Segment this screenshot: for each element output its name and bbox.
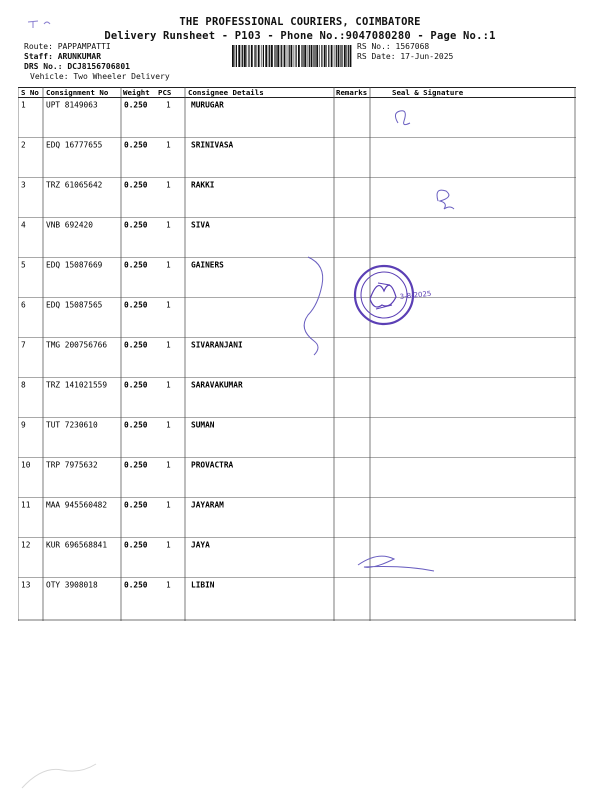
cell-consignment: VNB 692420	[46, 220, 93, 230]
signature-row-13: Libin 9080820187	[394, 583, 545, 615]
cell-sno: 10	[21, 460, 31, 470]
table-body	[18, 101, 576, 590]
cell-weight: 0.250	[124, 100, 148, 110]
cell-pcs: 1	[166, 580, 171, 590]
cell-weight: 0.250	[124, 340, 148, 350]
signature-row-2: Srinivasa	[335, 153, 388, 168]
cell-pcs: 1	[166, 220, 171, 230]
cell-consignee: SIVA	[191, 220, 210, 230]
cell-consignment: TRP 7975632	[46, 460, 98, 470]
barcode-image	[232, 45, 352, 67]
svg-text:3-8-2025: 3-8-2025	[399, 289, 432, 301]
signature-row-11: Jayaram 8530187	[359, 517, 486, 540]
table-row	[18, 421, 576, 458]
cell-consignment: EDQ 16777655	[46, 140, 103, 150]
cell-pcs: 1	[166, 260, 171, 270]
cell-consignment: KUR 696568841	[46, 540, 108, 550]
cell-sno: 8	[21, 380, 26, 390]
table-row	[18, 501, 576, 538]
cell-consignment: TUT 7230610	[46, 420, 98, 430]
scan-smudge	[20, 760, 100, 790]
col-remarks: Remarks	[336, 88, 368, 97]
table-row	[18, 101, 576, 138]
col-sno: S No	[21, 88, 39, 97]
cell-weight: 0.250	[124, 180, 148, 190]
table-row	[21, 581, 215, 590]
cell-consignee: JAYARAM	[191, 500, 224, 510]
col-signature: Seal & Signature	[392, 88, 464, 97]
cell-consignment: OTY 3908018	[46, 580, 98, 590]
table-row	[18, 181, 576, 218]
cell-weight: 0.250	[124, 540, 148, 550]
cell-pcs: 1	[166, 420, 171, 430]
signature-row-10: H/R	[471, 482, 503, 501]
cell-consignee: SIVARANJANI	[191, 340, 243, 350]
cell-weight: 0.250	[124, 380, 148, 390]
table-row	[18, 461, 576, 498]
table-row	[18, 341, 576, 378]
rs-number: RS No.: 1567068	[357, 42, 430, 51]
cell-pcs: 1	[166, 460, 171, 470]
cell-weight: 0.250	[124, 500, 148, 510]
cell-sno: 5	[21, 260, 26, 270]
cell-sno: 6	[21, 300, 26, 310]
signature-row-8: H/R	[493, 398, 525, 417]
cell-weight: 0.250	[124, 580, 148, 590]
cell-sno: 3	[21, 180, 26, 190]
table-row	[18, 381, 576, 418]
cell-pcs: 1	[166, 380, 171, 390]
cell-consignment: TRZ 141021559	[46, 380, 108, 390]
cell-consignee: MURUGAR	[191, 100, 224, 110]
cell-weight: 0.250	[124, 140, 148, 150]
cell-sno: 4	[21, 220, 26, 230]
col-pcs: PCS	[158, 88, 172, 97]
table-row	[18, 261, 576, 298]
col-consignee: Consignee Details	[188, 88, 264, 97]
col-consignment: Consignment No	[46, 88, 109, 97]
cell-consignee: SUMAN	[191, 420, 215, 430]
cell-pcs: 1	[166, 140, 171, 150]
signature-ink	[304, 111, 572, 615]
cell-consignment: TMG 200756766	[46, 340, 108, 350]
staff-label: Staff: ARUNKUMAR	[24, 52, 102, 61]
drs-number: DRS No.: DCJ8156706801	[24, 62, 130, 71]
vehicle-label: Vehicle: Two Wheeler Delivery	[30, 72, 170, 81]
signature-row-7: H/R	[478, 354, 512, 374]
runsheet-meta-left	[24, 42, 170, 82]
col-weight: Weight	[123, 88, 150, 97]
table-row	[18, 141, 576, 178]
cell-consignment: EDQ 15087669	[46, 260, 103, 270]
cell-sno: 13	[21, 580, 31, 590]
corner-scribble	[26, 16, 56, 30]
runsheet-subtitle: Delivery Runsheet - P103 - Phone No.:9047080280 - Page No.:1	[104, 30, 496, 42]
runsheet-meta-right	[357, 42, 453, 62]
cell-consignment: EDQ 15087565	[46, 300, 103, 310]
signature-row-9: H/R	[488, 440, 520, 459]
cell-consignee: JAYA	[191, 540, 210, 550]
cell-consignee: SRINIVASA	[191, 140, 234, 150]
cell-weight: 0.250	[124, 420, 148, 430]
table-row	[18, 221, 576, 258]
cell-weight: 0.250	[124, 260, 148, 270]
cell-sno: 7	[21, 340, 26, 350]
cell-consignment: MAA 945560482	[46, 500, 108, 510]
cell-sno: 1	[21, 100, 26, 110]
signature-row-4: Siva 958830558	[472, 235, 572, 255]
cell-consignment: UPT 8149063	[46, 100, 98, 110]
cell-sno: 12	[21, 540, 31, 550]
company-title: THE PROFESSIONAL COURIERS, COIMBATORE	[179, 16, 421, 28]
cell-weight: 0.250	[124, 300, 148, 310]
cell-pcs: 1	[166, 340, 171, 350]
cell-consignee: GAINERS	[191, 260, 224, 270]
cell-pcs: 1	[166, 300, 171, 310]
runsheet-table	[18, 87, 576, 621]
cell-pcs: 1	[166, 100, 171, 110]
cell-pcs: 1	[166, 180, 171, 190]
cell-consignee: PROVACTRA	[191, 460, 234, 470]
cell-sno: 2	[21, 140, 26, 150]
signature-row-3: 8110104108	[457, 186, 535, 206]
cell-consignment: TRZ 61065642	[46, 180, 103, 190]
rs-date: RS Date: 17-Jun-2025	[357, 52, 454, 61]
cell-pcs: 1	[166, 540, 171, 550]
cell-consignee: RAKKI	[191, 180, 215, 190]
cell-consignee: LIBIN	[191, 580, 215, 590]
table-row	[18, 541, 576, 578]
delivery-stamp	[355, 266, 432, 324]
cell-sno: 11	[21, 500, 31, 510]
cell-weight: 0.250	[124, 460, 148, 470]
signature-row-12: 8110104127	[417, 565, 482, 579]
cell-sno: 9	[21, 420, 26, 430]
cell-pcs: 1	[166, 500, 171, 510]
cell-weight: 0.250	[124, 220, 148, 230]
table-row	[18, 301, 576, 338]
route-label: Route: PAPPAMPATTI	[24, 42, 111, 51]
cell-consignee: SARAVAKUMAR	[191, 380, 243, 390]
signature-row-1: 9841010620	[417, 111, 489, 128]
